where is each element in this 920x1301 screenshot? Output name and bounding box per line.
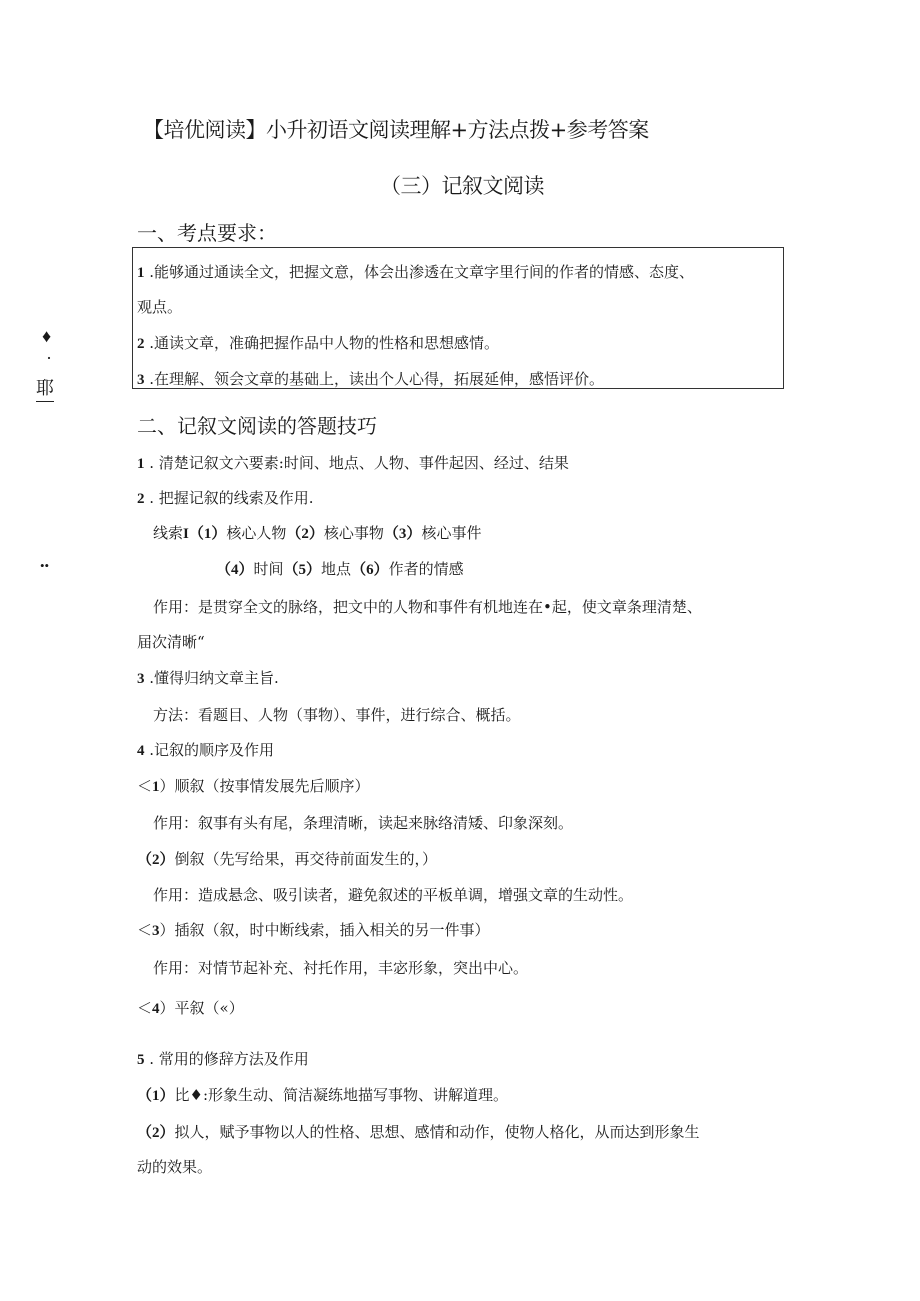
requirement-2-number: 2 — [137, 336, 145, 352]
document-subtitle: （三）记叙文阅读 — [380, 174, 544, 198]
rhetoric-2-text: 拟人，赋予事物以人的性格、思想、感情和动作，使物人格化，从而达到形象生 — [174, 1123, 700, 1141]
clue-3-text: 核心事件 — [421, 524, 482, 542]
clue-prefix: 线索 — [153, 524, 184, 542]
order-2 — [137, 848, 437, 869]
margin-char-mark: 耶 — [36, 374, 54, 402]
clue-effect-continued: 届次清晰“ — [137, 633, 205, 651]
clue-line-1 — [153, 522, 481, 543]
point-1 — [137, 452, 569, 473]
rhetoric-2-continued: 动的效果。 — [137, 1158, 213, 1176]
section1-heading: 一、考点要求： — [137, 221, 277, 245]
clue-5-text: 地点 — [321, 560, 352, 578]
point-4 — [137, 739, 274, 760]
order-4-prefix: ＜ — [137, 999, 153, 1017]
clue-3-number: （3） — [383, 526, 422, 542]
point-1-text: . 清楚记叙文六要素:时间、地点、人物、事件起因、经过、结果 — [144, 454, 569, 472]
clue-1-number: （1） — [188, 526, 227, 542]
requirement-item-1-continued: 观点。 — [137, 298, 183, 316]
order-3-prefix: ＜ — [137, 921, 153, 939]
order-4-number: 4 — [152, 1001, 160, 1017]
order-2-text: 倒叙（先写给果，再交待前面发生的，） — [174, 850, 438, 868]
requirement-item-3 — [137, 368, 604, 389]
section2-heading: 二、记叙文阅读的答题技巧 — [137, 414, 377, 438]
order-2-number: （2） — [137, 852, 175, 868]
point-5-number: 5 — [137, 1052, 145, 1068]
point-2-number: 2 — [137, 491, 145, 507]
requirement-item-1 — [137, 261, 694, 282]
point-3-method: 方法：看题目、人物（事物）、事件，进行综合、概括。 — [153, 706, 521, 724]
clue-effect: 作用：是贯穿全文的脉络，把文中的人物和事件有机地连在•起，使文章条理清楚、 — [153, 598, 702, 616]
order-1-prefix: ＜ — [137, 777, 153, 795]
rhetoric-1 — [137, 1084, 508, 1105]
order-1-text: ）顺叙（按事情发展先后顺序） — [159, 777, 370, 795]
point-5-text: . 常用的修辞方法及作用 — [144, 1050, 309, 1068]
order-3 — [137, 919, 490, 940]
rhetoric-1-text: 比♦:形象生动、简洁凝练地描写事物、讲解道理。 — [174, 1086, 509, 1104]
requirement-1-number: 1 — [137, 265, 145, 281]
clue-4-text: 时间 — [253, 560, 284, 578]
point-1-number: 1 — [137, 456, 145, 472]
point-3-number: 3 — [137, 671, 145, 687]
order-3-text: ）插叙（叙，时中断线索，插入相关的另一件事） — [159, 921, 490, 939]
order-3-effect: 作用：对情节起补充、衬托作用，丰宓形象，突出中心。 — [153, 959, 529, 977]
point-4-number: 4 — [137, 743, 145, 759]
requirement-1-text: .能够通过通读全文，把握文意，体会出渗透在文章字里行间的作者的情感、态度、 — [144, 263, 695, 281]
point-4-text: .记叙的顺序及作用 — [144, 741, 275, 759]
clue-6-text: 作者的情感 — [388, 560, 464, 578]
rhetoric-1-number: （1） — [137, 1088, 175, 1104]
order-3-number: 3 — [152, 923, 160, 939]
margin-dot-mark: · — [46, 348, 52, 368]
margin-dots-mark: •• — [40, 558, 50, 573]
point-2-text: . 把握记叙的线索及作用. — [144, 489, 314, 507]
clue-2-number: （2） — [286, 526, 324, 542]
rhetoric-2-number: （2） — [137, 1125, 175, 1141]
clue-1-text: 核心人物 — [226, 524, 287, 542]
clue-2-text: 核心事物 — [323, 524, 384, 542]
requirement-item-2 — [137, 332, 499, 353]
order-1-effect: 作用：叙事有头有尾，条理清晰，读起来脉络清矮、印象深刻。 — [153, 814, 574, 832]
clue-4-number: （4） — [216, 562, 254, 578]
point-3 — [137, 667, 279, 688]
clue-prefix-i: I — [183, 526, 189, 542]
point-3-text: .懂得归纳文章主旨. — [144, 669, 279, 687]
order-2-effect: 作用：造成悬念、吸引读者，避免叙述的平板单调，增强文章的生动性。 — [153, 886, 634, 904]
document-title: 【培优阅读】小升初语文阅读理解+方法点拨+参考答案 — [143, 118, 649, 142]
requirement-2-text: .通读文章，准确把握作品中人物的性格和思想感情。 — [144, 334, 500, 352]
point-5 — [137, 1048, 309, 1069]
requirement-3-text: .在理解、领会文章的基础上，读出个人心得，拓展延伸，感悟评价。 — [144, 370, 605, 388]
rhetoric-2 — [137, 1121, 700, 1142]
margin-diamond-mark: ♦ — [42, 326, 52, 346]
requirement-3-number: 3 — [137, 372, 145, 388]
order-1 — [137, 775, 370, 796]
order-4-text: ）平叙（«） — [159, 999, 244, 1017]
point-2 — [137, 487, 314, 508]
clue-5-number: （5） — [283, 562, 322, 578]
order-1-number: 1 — [152, 779, 160, 795]
clue-line-2 — [216, 558, 464, 579]
clue-6-number: （6） — [351, 562, 389, 578]
order-4 — [137, 997, 244, 1018]
